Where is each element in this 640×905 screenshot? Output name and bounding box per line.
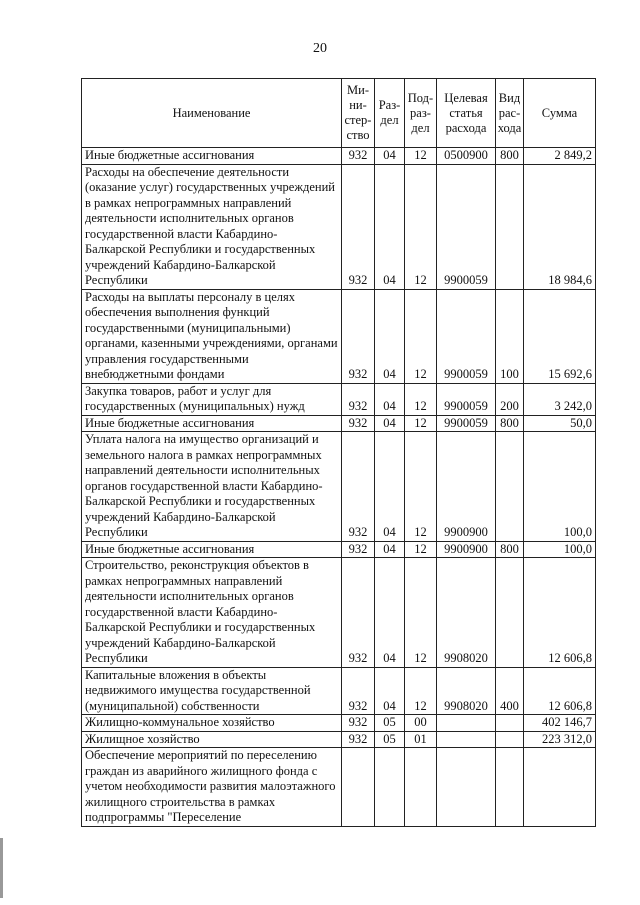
row-name: Жилищно-коммунальное хозяйство	[82, 715, 342, 732]
table-header-row	[82, 79, 596, 148]
row-name: Закупка товаров, работ и услуг для государственных (муниципальных) нужд	[82, 383, 342, 415]
row-subsection: 12	[405, 541, 437, 558]
row-subsection: 12	[405, 558, 437, 668]
row-section	[375, 748, 405, 827]
row-sum: 3 242,0	[524, 383, 596, 415]
row-section: 04	[375, 289, 405, 383]
row-target: 9908020	[437, 667, 496, 715]
row-subsection: 12	[405, 667, 437, 715]
row-sum: 223 312,0	[524, 731, 596, 748]
row-sum: 50,0	[524, 415, 596, 432]
row-subsection: 00	[405, 715, 437, 732]
row-name: Уплата налога на имущество организаций и земельного налога в рамках непрограммных направлений деятельности исполнительных органов государственной власти Кабардино-Балкарской Республики и государственных учреждений Кабардино-Балкарской Республики	[82, 432, 342, 542]
header-section: Раз- дел	[375, 79, 405, 148]
row-section: 04	[375, 164, 405, 289]
header-subsection: Под- раз- дел	[405, 79, 437, 148]
table-row	[82, 415, 596, 432]
row-section: 04	[375, 432, 405, 542]
row-ministry: 932	[342, 164, 375, 289]
row-subsection: 12	[405, 164, 437, 289]
row-type: 100	[496, 289, 524, 383]
row-sum: 402 146,7	[524, 715, 596, 732]
row-subsection: 12	[405, 432, 437, 542]
table-row	[82, 541, 596, 558]
row-type: 800	[496, 541, 524, 558]
row-subsection: 12	[405, 415, 437, 432]
row-section: 04	[375, 541, 405, 558]
row-sum: 15 692,6	[524, 289, 596, 383]
row-sum	[524, 748, 596, 827]
row-name: Обеспечение мероприятий по переселению граждан из аварийного жилищного фонда с учетом необходимости развития малоэтажного жилищного строительства в рамках подпрограммы "Переселение	[82, 748, 342, 827]
row-name: Иные бюджетные ассигнования	[82, 541, 342, 558]
header-name: Наименование	[82, 79, 342, 148]
table-row	[82, 148, 596, 165]
header-sum: Сумма	[524, 79, 596, 148]
row-ministry: 932	[342, 667, 375, 715]
budget-table	[81, 78, 596, 827]
row-ministry: 932	[342, 731, 375, 748]
row-name: Иные бюджетные ассигнования	[82, 415, 342, 432]
row-section: 04	[375, 415, 405, 432]
row-type: 400	[496, 667, 524, 715]
row-subsection: 12	[405, 148, 437, 165]
row-ministry: 932	[342, 558, 375, 668]
table-row	[82, 748, 596, 827]
row-subsection: 12	[405, 289, 437, 383]
row-type	[496, 715, 524, 732]
row-name: Жилищное хозяйство	[82, 731, 342, 748]
row-target: 9900059	[437, 415, 496, 432]
row-section: 05	[375, 715, 405, 732]
row-sum: 18 984,6	[524, 164, 596, 289]
row-subsection: 01	[405, 731, 437, 748]
table-row	[82, 164, 596, 289]
table-row	[82, 383, 596, 415]
row-target: 0500900	[437, 148, 496, 165]
row-sum: 12 606,8	[524, 558, 596, 668]
row-name: Строительство, реконструкция объектов в рамках непрограммных направлений деятельности исполнительных органов государственной власти Кабардино-Балкарской Республики и государственных учреждений Кабардино-Балкарской Республики	[82, 558, 342, 668]
row-name: Расходы на выплаты персоналу в целях обеспечения выполнения функций государственными (муниципальными) органами, казенными учреждениями, органами управления государственными внебюджетными фондами	[82, 289, 342, 383]
table-row	[82, 289, 596, 383]
row-ministry: 932	[342, 148, 375, 165]
row-name: Расходы на обеспечение деятельности (оказание услуг) государственных учреждений в рамках непрограммных направлений деятельности исполнительных органов государственной власти Кабардино-Балкарской Республики и государственных учреждений Кабардино-Балкарской Республики	[82, 164, 342, 289]
row-target: 9900900	[437, 432, 496, 542]
row-ministry: 932	[342, 715, 375, 732]
row-ministry: 932	[342, 415, 375, 432]
row-target: 9900900	[437, 541, 496, 558]
row-subsection: 12	[405, 383, 437, 415]
row-target: 9900059	[437, 383, 496, 415]
header-expense-type: Вид рас- хода	[496, 79, 524, 148]
row-name: Иные бюджетные ассигнования	[82, 148, 342, 165]
row-type	[496, 558, 524, 668]
page-number: 20	[313, 41, 327, 56]
row-target	[437, 715, 496, 732]
row-ministry: 932	[342, 541, 375, 558]
row-type	[496, 432, 524, 542]
table-row	[82, 715, 596, 732]
row-section: 04	[375, 558, 405, 668]
row-target: 9900059	[437, 164, 496, 289]
row-ministry: 932	[342, 289, 375, 383]
row-type	[496, 731, 524, 748]
row-type: 200	[496, 383, 524, 415]
row-type: 800	[496, 415, 524, 432]
row-target: 9908020	[437, 558, 496, 668]
scan-edge-mark	[0, 838, 3, 898]
table-row	[82, 667, 596, 715]
row-type: 800	[496, 148, 524, 165]
row-ministry: 932	[342, 432, 375, 542]
row-section: 04	[375, 667, 405, 715]
row-section: 05	[375, 731, 405, 748]
header-target-item: Целевая статья расхода	[437, 79, 496, 148]
row-section: 04	[375, 383, 405, 415]
row-type	[496, 748, 524, 827]
row-sum: 100,0	[524, 541, 596, 558]
row-type	[496, 164, 524, 289]
row-sum: 100,0	[524, 432, 596, 542]
row-ministry: 932	[342, 383, 375, 415]
row-sum: 2 849,2	[524, 148, 596, 165]
row-name: Капитальные вложения в объекты недвижимого имущества государственной (муниципальной) собственности	[82, 667, 342, 715]
header-ministry: Ми- ни- стер- ство	[342, 79, 375, 148]
row-sum: 12 606,8	[524, 667, 596, 715]
row-subsection	[405, 748, 437, 827]
row-ministry	[342, 748, 375, 827]
row-section: 04	[375, 148, 405, 165]
row-target	[437, 731, 496, 748]
table-row	[82, 731, 596, 748]
table-row	[82, 558, 596, 668]
row-target: 9900059	[437, 289, 496, 383]
table-row	[82, 432, 596, 542]
row-target	[437, 748, 496, 827]
